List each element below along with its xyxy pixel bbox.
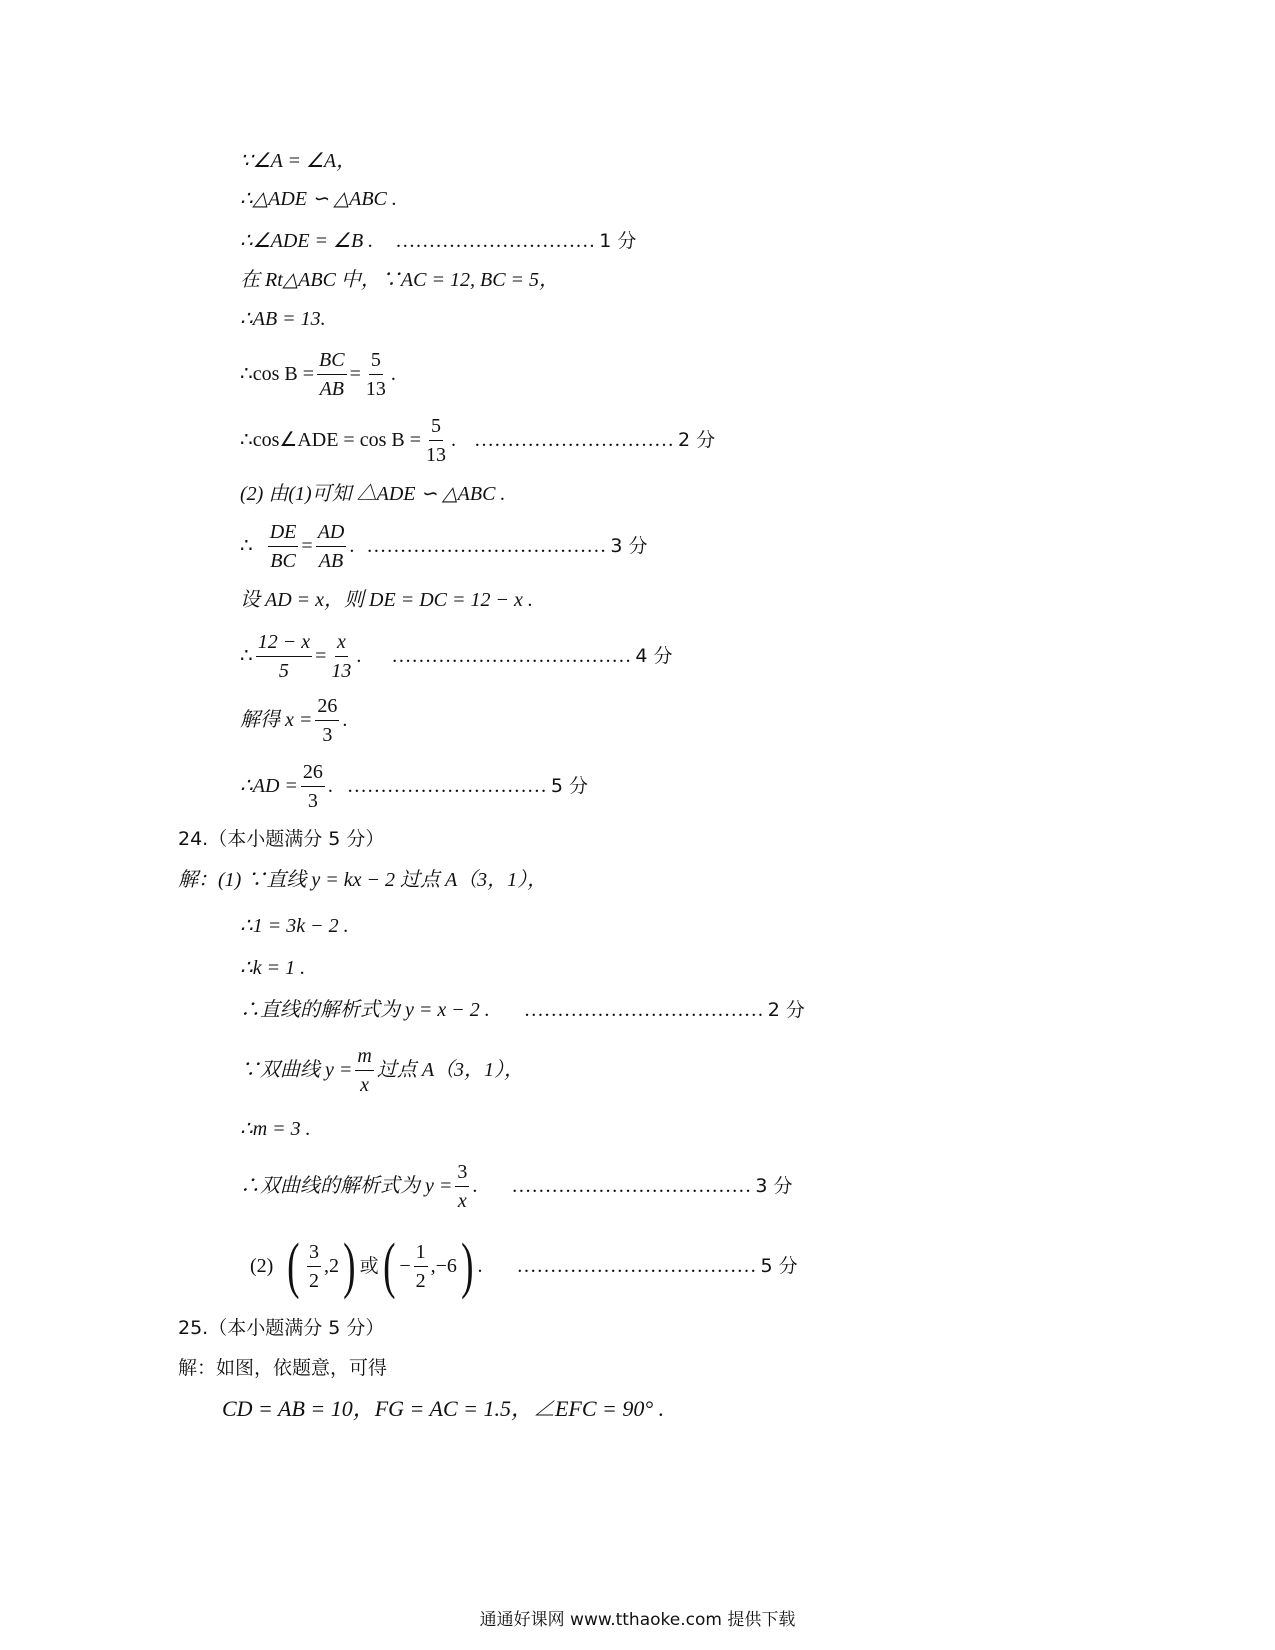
text: (2) xyxy=(250,1255,274,1277)
fraction xyxy=(424,414,448,467)
q24-line-5 xyxy=(240,1042,524,1098)
fraction xyxy=(301,760,325,813)
score-label: 1 分 xyxy=(599,230,637,252)
fraction xyxy=(317,348,347,401)
point-1 xyxy=(283,1232,359,1300)
equals: = xyxy=(315,645,327,667)
score-label: 5 分 xyxy=(550,775,589,797)
text: ∴ xyxy=(240,645,253,667)
denominator: x xyxy=(360,1073,370,1096)
dots: ……………………………… xyxy=(523,999,764,1021)
text: ,−6 xyxy=(430,1255,457,1277)
footer-source: 通通好课网 www.tthaoke.com 提供下载 xyxy=(479,1610,796,1630)
q24-line-8 xyxy=(250,1233,798,1299)
dots: ……………………………… xyxy=(366,535,607,557)
text: ∴AB = 13. xyxy=(240,308,326,330)
line-solve-x xyxy=(240,692,347,748)
q24-line-1 xyxy=(178,867,547,893)
period: . xyxy=(472,1175,478,1197)
denominator: AB xyxy=(318,549,344,572)
right-paren: ) xyxy=(461,1232,474,1300)
fraction xyxy=(316,520,347,573)
fraction xyxy=(364,348,388,401)
text: ∴m = 3 . xyxy=(240,1118,311,1140)
text: 设 AD = x，则 DE = DC = 12 − x . xyxy=(240,589,533,611)
q24-line-3 xyxy=(240,955,305,981)
denominator: 5 xyxy=(278,659,289,682)
text: ∵双曲线 y = xyxy=(240,1059,353,1081)
denominator: 3 xyxy=(322,723,333,746)
text: 25.（本小题满分 5 分） xyxy=(178,1317,385,1339)
text: ,2 xyxy=(323,1255,339,1277)
dots: ……………………………… xyxy=(516,1255,757,1277)
fraction xyxy=(329,630,353,683)
period: . xyxy=(390,363,396,385)
fraction xyxy=(355,1044,373,1097)
denominator: 2 xyxy=(308,1269,319,1292)
text: 在 Rt△ABC 中，∵AC = 12, BC = 5， xyxy=(240,269,560,291)
fraction xyxy=(268,520,299,573)
denominator: x xyxy=(457,1189,467,1212)
equals: = xyxy=(349,363,361,385)
numerator: 12 − x xyxy=(256,630,312,657)
text: ∴直线的解析式为 y = x − 2 . xyxy=(240,999,490,1021)
numerator: BC xyxy=(317,348,347,375)
text: ∴ xyxy=(240,535,253,557)
line-rt-triangle xyxy=(240,267,559,293)
line-ad-result xyxy=(240,758,588,814)
text: CD = AB = 10，FG = AC = 1.5，∠EFC = 90° . xyxy=(222,1396,665,1421)
text: ∴k = 1 . xyxy=(240,957,306,979)
numerator: 26 xyxy=(301,760,325,787)
dots: ………………………… xyxy=(395,230,596,252)
question-24-title xyxy=(178,826,384,852)
fraction xyxy=(256,630,312,683)
denominator: 13 xyxy=(365,377,386,400)
fraction xyxy=(414,1240,428,1293)
dots: ……………………………… xyxy=(391,645,632,667)
point-2 xyxy=(379,1232,478,1300)
text: 解得 x = xyxy=(240,709,313,731)
period: . xyxy=(450,429,456,451)
period: . xyxy=(356,645,362,667)
numerator: 1 xyxy=(414,1240,428,1267)
line-cos-b xyxy=(240,346,396,402)
period: . xyxy=(349,535,355,557)
denominator: 13 xyxy=(425,443,446,466)
numerator: AD xyxy=(316,520,347,547)
score-label: 4 分 xyxy=(635,645,673,667)
numerator: 26 xyxy=(315,694,339,721)
line-ab-13 xyxy=(240,306,326,332)
text: ∴1 = 3k − 2 . xyxy=(240,915,349,937)
text: ∴双曲线的解析式为 y = xyxy=(240,1175,453,1197)
line-part-2 xyxy=(240,481,505,507)
text: ∴cos∠ADE = cos B = xyxy=(240,429,421,451)
score-label: 3 分 xyxy=(610,535,648,557)
text: 过点 A（3，1）， xyxy=(376,1059,525,1081)
period: . xyxy=(342,709,348,731)
denominator: AB xyxy=(319,377,345,400)
score-label: 2 分 xyxy=(767,999,805,1021)
denominator: 3 xyxy=(307,789,318,812)
line-cos-ade xyxy=(240,412,715,468)
q24-line-6 xyxy=(240,1116,311,1142)
right-paren: ) xyxy=(343,1232,356,1300)
text: ∴∠ADE = ∠B . xyxy=(240,230,374,252)
q24-line-4 xyxy=(240,997,805,1023)
dots: ………………………… xyxy=(473,429,674,451)
period: . xyxy=(477,1255,483,1277)
text: 解：如图，依题意，可得 xyxy=(178,1357,388,1379)
denominator: 13 xyxy=(331,659,352,682)
dots: ………………………… xyxy=(346,775,547,797)
minus-sign: − xyxy=(399,1255,411,1277)
numerator: DE xyxy=(268,520,299,547)
numerator: 5 xyxy=(369,348,383,375)
text: ∵∠A = ∠A， xyxy=(240,150,357,172)
left-paren: ( xyxy=(382,1232,396,1300)
line-equation xyxy=(240,628,673,684)
line-angle-ade xyxy=(240,228,636,254)
score-label: 2 分 xyxy=(677,429,716,451)
text: 或 xyxy=(359,1255,379,1277)
text: ∴cos B = xyxy=(240,363,315,385)
period: . xyxy=(327,775,333,797)
denominator: 2 xyxy=(415,1269,426,1292)
text: (2) 由(1)可知 △ADE ∽ △ABC . xyxy=(240,483,506,505)
dots: ……………………………… xyxy=(511,1175,752,1197)
numerator: m xyxy=(355,1044,373,1071)
numerator: 3 xyxy=(307,1240,321,1267)
line-ratio xyxy=(240,518,648,574)
text: 24.（本小题满分 5 分） xyxy=(178,828,385,850)
fraction xyxy=(315,694,339,747)
line-set-x xyxy=(240,587,533,613)
text: ∴AD = xyxy=(240,775,298,797)
equals: = xyxy=(301,535,313,557)
question-25-title xyxy=(178,1315,384,1341)
fraction xyxy=(455,1160,469,1213)
denominator: BC xyxy=(270,549,296,572)
q25-line-1 xyxy=(178,1355,387,1381)
q24-line-2 xyxy=(240,913,349,939)
line-similar-triangles xyxy=(240,186,397,212)
numerator: 5 xyxy=(429,414,443,441)
fraction xyxy=(307,1240,321,1293)
text: ∴△ADE ∽ △ABC . xyxy=(240,188,397,210)
q24-line-7 xyxy=(240,1158,793,1214)
numerator: x xyxy=(335,630,348,657)
line-angle-equal xyxy=(240,148,356,174)
score-label: 3 分 xyxy=(755,1175,793,1197)
score-label: 5 分 xyxy=(760,1255,798,1277)
numerator: 3 xyxy=(455,1160,469,1187)
left-paren: ( xyxy=(287,1232,300,1300)
text: 解：(1) ∵直线 y = kx − 2 过点 A（3，1）， xyxy=(178,869,548,891)
q25-line-2 xyxy=(222,1396,664,1422)
